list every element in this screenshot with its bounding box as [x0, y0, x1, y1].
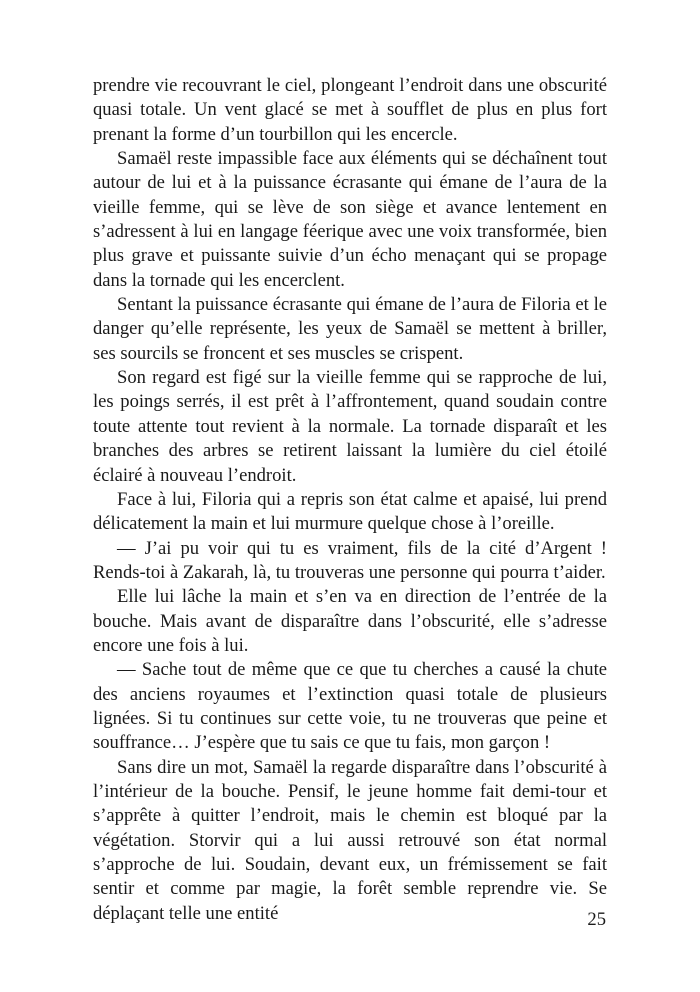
- dialogue-paragraph-8: — Sache tout de même que ce que tu cherches a causé la chute des anciens royaumes et l’extinction quasi totale de plusieurs lignées. Si tu continues sur cette voie, tu ne trouveras que peine et souffrance… J’espère que tu sais ce que tu fais, mon garçon !: [93, 659, 607, 754]
- paragraph-1: prendre vie recouvrant le ciel, plongeant l’endroit dans une obscurité quasi totale. Un vent glacé se met à soufflet de plus en plus fort prenant la forme d’un tourbillon qui les encercle.: [93, 75, 607, 145]
- body-text: [93, 74, 607, 926]
- dialogue-paragraph-6: — J’ai pu voir qui tu es vraiment, fils de la cité d’Argent ! Rends-toi à Zakarah, là, tu trouveras une personne qui pourra t’aider.: [93, 537, 607, 583]
- paragraph-9: Sans dire un mot, Samaël la regarde disparaître dans l’obscurité à l’intérieur de la bouche. Pensif, le jeune homme fait demi-tour et s’apprête à quitter l’endroit, mais le chemin est bloqué par la végétation. Storvir qui a lui aussi retrouvé son état normal s’approche de lui. Soudain, devant eux, un frémissement se fait sentir et comme par magie, la forêt semble reprendre vie. Se déplaçant telle une entité: [93, 756, 607, 924]
- paragraph-5: Face à lui, Filoria qui a repris son état calme et apaisé, lui prend délicatement la main et lui murmure quelque chose à l’oreille.: [93, 488, 607, 535]
- paragraph-2: Samaël reste impassible face aux éléments qui se déchaînent tout autour de lui et à la puissance écrasante qui émane de l’aura de la vieille femme, qui se lève de son siège et avance lentement en s’adressent à lui en langage féerique avec une voix transformée, bien plus grave et puissante suivie d’un écho menaçant qui se propage dans la tornade qui les encerclent.: [93, 148, 607, 291]
- paragraph-7: Elle lui lâche la main et s’en va en direction de l’entrée de la bouche. Mais avant de disparaître dans l’obscurité, elle s’adresse encore une fois à lui.: [93, 586, 607, 656]
- page-number: 25: [587, 909, 606, 930]
- paragraph-3: Sentant la puissance écrasante qui émane de l’aura de Filoria et le danger qu’elle représente, les yeux de Samaël se mettent à briller, ses sourcils se froncent et ses muscles se crispent.: [93, 294, 607, 364]
- paragraph-4: Son regard est figé sur la vieille femme qui se rapproche de lui, les poings serrés, il est prêt à l’affrontement, quand soudain contre toute attente tout revient à la normale. La tornade disparaît et les branches des arbres se retirent laissant la lumière du ciel étoilé éclairé à nouveau l’endroit.: [93, 367, 607, 486]
